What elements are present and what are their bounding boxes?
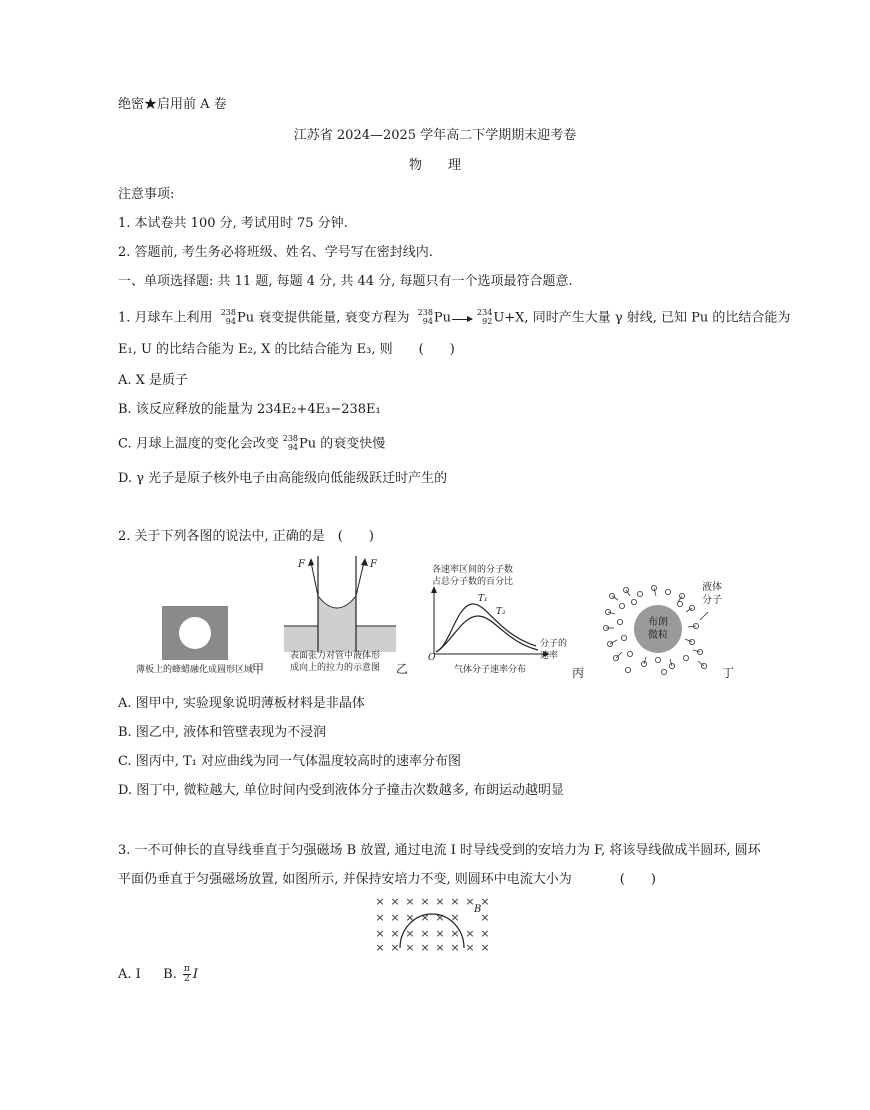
fig-jia-tag: 甲	[252, 662, 265, 676]
q1-line-1: 1. 月球车上利用 238 94 Pu 衰变提供能量, 衰变方程为 238 94 Pu 234 92 U+X, 同时产生大量 γ 射线, 已知 Pu 的比结合能为	[118, 308, 791, 326]
q3-option-b-label: B.	[163, 967, 177, 982]
fig-ding-label-2: 分子	[702, 595, 722, 606]
fig-ding-particle-2: 微粒	[648, 630, 668, 641]
fig-bing-ylabel-1: 各速率区间的分子数	[432, 565, 514, 575]
svg-text:×: ×	[480, 895, 490, 908]
fig-bing-caption: 气体分子速率分布	[454, 665, 527, 675]
section-heading: 一、单项选择题: 共 11 题, 每题 4 分, 共 44 分, 每题只有一个选项最符合题意.	[118, 274, 573, 289]
q1-option-c: C. 月球上温度的变化会改变 238 94 Pu 的衰变快慢	[118, 434, 386, 452]
q3-option-b-fraction: $\frac{\pi}{2}$	[183, 964, 190, 984]
note-item-1: 1. 本试卷共 100 分, 考试用时 75 分钟.	[118, 216, 348, 231]
svg-text:×: ×	[375, 911, 385, 924]
pu-isotope-c: 238 94	[282, 434, 299, 452]
q2-option-c: C. 图丙中, T₁ 对应曲线为同一气体温度较高时的速率分布图	[118, 754, 462, 769]
svg-text:×: ×	[390, 941, 400, 954]
notes-heading: 注意事项:	[118, 187, 175, 202]
exam-title: 江苏省 2024—2025 学年高二下学期期末迎考卷	[293, 128, 577, 143]
fig-bing-t1: T₁	[478, 594, 488, 604]
svg-text:×: ×	[390, 927, 400, 940]
svg-text:×: ×	[435, 911, 445, 924]
svg-text:×: ×	[480, 911, 490, 924]
svg-text:×: ×	[450, 941, 460, 954]
q3-options	[118, 965, 198, 984]
svg-text:×: ×	[375, 927, 385, 940]
q3-line-2: 平面仍垂直于匀强磁场放置, 如图所示, 并保持安培力不变, 则圆环中电流大小为 ( )	[118, 872, 656, 887]
q1-option-b: B. 该反应释放的能量为 234E₂+4E₃−238E₁	[118, 402, 381, 417]
svg-text:×: ×	[375, 941, 385, 954]
q2-option-a: A. 图甲中, 实验现象说明薄板材料是非晶体	[118, 696, 365, 711]
note-item-2: 2. 答题前, 考生务必将班级、姓名、学号写在密封线内.	[118, 245, 433, 260]
svg-text:×: ×	[420, 927, 430, 940]
q1-option-a: A. X 是质子	[118, 373, 189, 388]
fig-yi-caption-1: 表面张力对管中液体形	[290, 651, 381, 661]
fig-yi-caption-2: 成向上的拉力的示意图	[290, 663, 381, 673]
fig-bing-xlabel-1: 分子的	[540, 639, 568, 649]
q3-line-1: 3. 一不可伸长的直导线垂直于匀强磁场 B 放置, 通过电流 I 时导线受到的安培力为 F, 将该导线做成半圆环, 圆环	[118, 843, 761, 858]
svg-text:×: ×	[420, 911, 430, 924]
fig-bing-origin: O	[428, 653, 436, 663]
pu-isotope: 238 94	[220, 308, 236, 326]
q1-line-2: E₁, U 的比结合能为 E₂, X 的比结合能为 E₃, 则 ( )	[118, 342, 455, 357]
pu-symbol: Pu	[236, 310, 255, 326]
fig-bing-t2: T₂	[496, 607, 506, 617]
q3-field-diagram	[372, 892, 498, 954]
svg-text:×: ×	[420, 895, 430, 908]
svg-text:×: ×	[435, 927, 445, 940]
u-isotope: 234 92	[477, 308, 493, 326]
fig-bing-chart	[426, 586, 550, 658]
svg-text:×: ×	[390, 911, 400, 924]
q1-option-d: D. γ 光子是原子核外电子由高能级向低能级跃迁时产生的	[118, 471, 448, 486]
q1-text-c: U+X, 同时产生大量 γ 射线, 已知 Pu 的比结合能为	[493, 310, 791, 326]
q3-option-b-var: I	[192, 967, 198, 982]
fig-bing-tag: 丙	[572, 666, 585, 680]
fig-jia-caption: 薄板上的蜂蜡融化成圆形区域	[136, 665, 254, 675]
svg-text:×: ×	[435, 941, 445, 954]
fig-yi-tag: 乙	[396, 662, 409, 676]
subject-title: 物 理	[408, 158, 461, 173]
fig-jia-plate	[160, 604, 230, 662]
fig-ding-tag: 丁	[722, 666, 735, 680]
svg-text:×: ×	[420, 941, 430, 954]
q2-option-b: B. 图乙中, 液体和管壁表现为不浸润	[118, 725, 327, 740]
svg-text:×: ×	[465, 927, 475, 940]
fig-ding-label-1: 液体	[702, 582, 722, 593]
svg-text:×: ×	[405, 911, 415, 924]
q1-text-a: 1. 月球车上利用	[118, 310, 213, 326]
curve-t2	[436, 616, 538, 652]
svg-text:×: ×	[450, 911, 460, 924]
svg-text:×: ×	[375, 895, 385, 908]
svg-text:×: ×	[405, 895, 415, 908]
curve-t1	[436, 604, 536, 652]
q3-field-label: B	[474, 904, 482, 915]
svg-text:×: ×	[405, 941, 415, 954]
reaction-arrow-icon	[452, 316, 472, 320]
melted-region	[179, 617, 211, 649]
fig-ding-particle-1: 布朗	[648, 617, 668, 628]
fig-yi-force-left: F	[298, 559, 305, 570]
svg-text:×: ×	[390, 895, 400, 908]
q3-option-a: A. I	[118, 967, 141, 982]
q3-answer-paren: ( )	[619, 872, 656, 887]
svg-text:×: ×	[450, 895, 460, 908]
pu-isotope-eq: 238 94	[417, 308, 433, 326]
q2-option-d: D. 图丁中, 微粒越大, 单位时间内受到液体分子撞击次数越多, 布朗运动越明显	[118, 783, 565, 798]
svg-text:×: ×	[480, 927, 490, 940]
svg-text:×: ×	[405, 927, 415, 940]
svg-text:×: ×	[465, 895, 475, 908]
svg-text:×: ×	[480, 941, 490, 954]
fig-yi-force-right: F	[370, 559, 377, 570]
q2-stem: 2. 关于下列各图的说法中, 正确的是 ( )	[118, 529, 374, 544]
svg-text:×: ×	[465, 941, 475, 954]
secret-label: 绝密★启用前 A 卷	[118, 97, 227, 112]
fig-bing-ylabel-2: 占总分子数的百分比	[432, 577, 514, 587]
q1-text-b: 衰变提供能量, 衰变方程为	[258, 310, 410, 326]
svg-text:×: ×	[450, 927, 460, 940]
fig-bing-xlabel-2: 速率	[540, 651, 559, 661]
svg-text:×: ×	[435, 895, 445, 908]
brownian-particle	[634, 605, 682, 653]
